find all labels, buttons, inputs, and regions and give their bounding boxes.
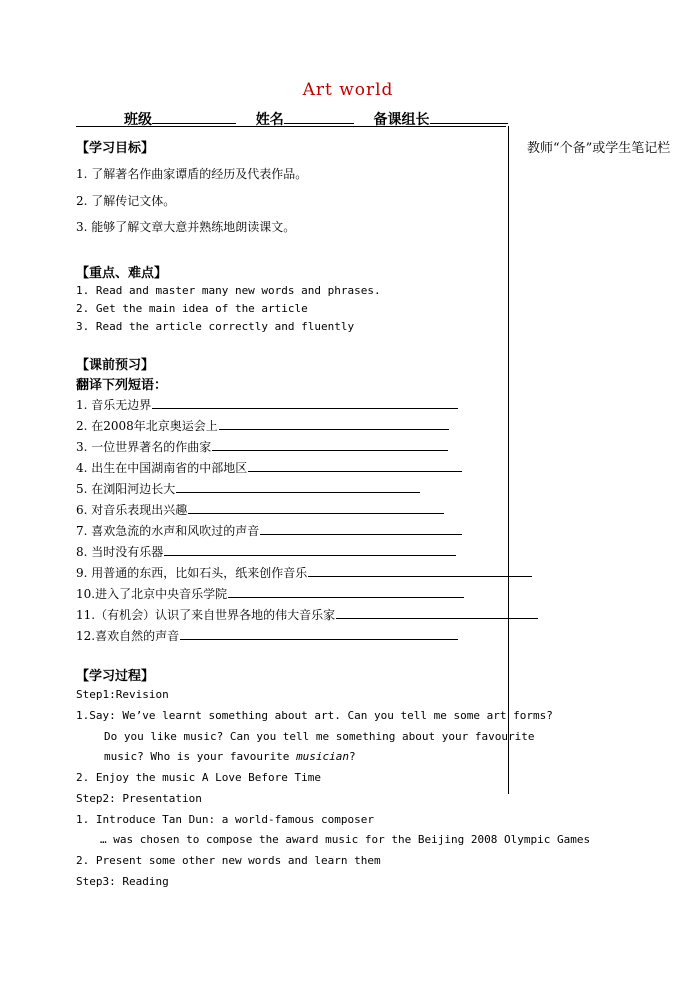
translate-text: 11.（有机会）认识了来自世界各地的伟大音乐家 — [76, 608, 336, 622]
name-blank[interactable] — [284, 109, 354, 124]
translate-item — [76, 438, 448, 455]
translate-item — [76, 459, 462, 476]
translate-text: 8. 当时没有乐器 — [76, 545, 164, 559]
side-note-label: 教师“个备”或学生笔记栏 — [527, 141, 671, 156]
leader-blank[interactable] — [430, 109, 508, 124]
answer-line[interactable] — [228, 587, 464, 598]
translate-text: 3. 一位世界著名的作曲家 — [76, 440, 212, 454]
answer-line[interactable] — [219, 419, 449, 430]
step1-text-end: ? — [349, 750, 356, 763]
step2-line: 2. Present some other new words and learn them — [76, 854, 381, 867]
name-label: 姓名 — [255, 112, 284, 128]
answer-line[interactable] — [176, 482, 420, 493]
answer-line[interactable] — [180, 629, 458, 640]
answer-line[interactable] — [152, 398, 458, 409]
step1-line — [104, 750, 356, 763]
answer-line[interactable] — [260, 524, 462, 535]
objective-item: 2. 了解传记文体。 — [76, 194, 176, 208]
leader-label: 备课组长 — [373, 112, 430, 128]
translate-text: 9. 用普通的东西，比如石头，纸来创作音乐 — [76, 566, 308, 580]
musician-word: musician — [296, 750, 350, 763]
translate-item — [76, 627, 458, 644]
translate-item — [76, 564, 532, 581]
translate-text: 5. 在浏阳河边长大 — [76, 482, 176, 496]
translate-text: 6. 对音乐表现出兴趣 — [76, 503, 188, 517]
translate-item — [76, 606, 538, 623]
translate-item — [76, 543, 456, 560]
answer-line[interactable] — [212, 440, 448, 451]
step2-line: … was chosen to compose the award music for the Beijing 2008 Olympic Games — [100, 833, 591, 846]
step1-line: 2. Enjoy the music A Love Before Time — [76, 771, 322, 784]
answer-line[interactable] — [188, 503, 444, 514]
key-point-item: 2. Get the main idea of the article — [76, 302, 308, 315]
step1-label: Step1:Revision — [76, 688, 169, 701]
answer-line[interactable] — [308, 566, 532, 577]
translate-text: 1. 音乐无边界 — [76, 398, 152, 412]
translate-item — [76, 480, 420, 497]
objectives-heading: 【学习目标】 — [76, 141, 155, 156]
translate-item — [76, 417, 449, 434]
translate-item — [76, 585, 464, 602]
process-heading: 【学习过程】 — [76, 669, 155, 684]
class-label: 班级 — [124, 112, 152, 128]
step1-line: Do you like music? Can you tell me something about your favourite — [104, 730, 535, 743]
step2-label: Step2: Presentation — [76, 792, 202, 805]
key-point-item: 3. Read the article correctly and fluently — [76, 320, 355, 333]
translate-text: 2. 在2008年北京奥运会上 — [76, 419, 218, 433]
translate-item — [76, 396, 458, 413]
preview-subheading: 翻译下列短语： — [76, 378, 168, 393]
column-divider — [508, 126, 509, 794]
key-points-heading: 【重点、难点】 — [76, 266, 168, 281]
answer-line[interactable] — [336, 608, 538, 619]
translate-text: 12.喜欢自然的声音 — [76, 629, 180, 643]
class-blank[interactable] — [152, 109, 236, 124]
answer-line[interactable] — [164, 545, 456, 556]
translate-text: 7. 喜欢急流的水声和风吹过的声音 — [76, 524, 260, 538]
objective-item: 1. 了解著名作曲家谭盾的经历及代表作品。 — [76, 167, 308, 181]
translate-text: 4. 出生在中国湖南省的中部地区 — [76, 461, 248, 475]
translate-item — [76, 501, 444, 518]
step1-text: music? Who is your favourite — [104, 750, 297, 763]
translate-item — [76, 522, 462, 539]
answer-line[interactable] — [248, 461, 462, 472]
page-title: Art world — [302, 80, 394, 100]
translate-text: 10.进入了北京中央音乐学院 — [76, 587, 228, 601]
header-divider — [76, 126, 506, 127]
preview-heading: 【课前预习】 — [76, 358, 155, 373]
key-point-item: 1. Read and master many new words and phrases. — [76, 284, 381, 297]
step1-line: 1.Say: We’ve learnt something about art. Can you tell me some art forms? — [76, 709, 553, 722]
step2-line: 1. Introduce Tan Dun: a world-famous composer — [76, 813, 375, 826]
step3-label: Step3: Reading — [76, 875, 169, 888]
objective-item: 3. 能够了解文章大意并熟练地朗读课文。 — [76, 220, 296, 234]
